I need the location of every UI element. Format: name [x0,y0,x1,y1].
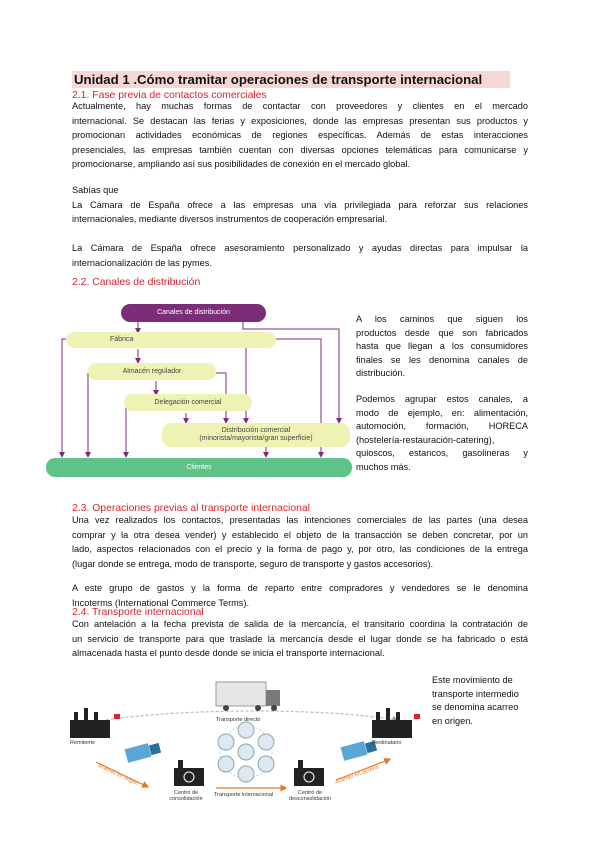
label-transporte-internacional: Transporte internacional [214,792,274,798]
text-line: Con antelación a la fecha prevista de salida de la mercancía, el transitario coordina la contratación de [72,619,528,629]
section-heading-2-1: 2.1. Fase previa de contactos comerciales [72,90,267,101]
text-line: A este grupo de gastos y la forma de reparto entre compradores y vendedores se le denomina [72,583,528,594]
label-line: Centro de [297,790,323,796]
text-line: se denomina acarreo [432,702,519,713]
paragraph-transporte [72,617,528,661]
deconsolidation-center-icon [294,760,324,786]
transport-illustration [66,676,430,836]
text-line: internacionales, mediante diversos instrumentos de cooperación empresarial. [72,214,388,225]
transport-diagram [66,676,430,836]
side-text-acarreo [432,674,532,728]
sabias-que-block [72,183,528,271]
text-line: hasta que llegan a los consumidores [356,341,528,352]
diagram-node-delegacion: Delegación comercial [124,394,252,411]
text-line: quioscos, estancos, gasolineras y [356,448,528,459]
page-title: Unidad 1 .Cómo tramitar operaciones de transporte internacional [74,72,483,87]
factory-right-icon [372,708,420,738]
label-line: Centro de [173,790,199,796]
diagram-node-clientes: Clientes [46,458,352,477]
text-line: Una vez realizados los contactos, presentadas las intenciones comerciales de las partes (una desea [72,515,528,525]
text-line: Podemos agrupar estos canales, a [356,393,528,404]
paragraph-operaciones [72,513,528,611]
text-line: modo de ejemplo, en: alimentación, [356,407,528,418]
text-line: distribución. [356,368,406,379]
text-line: en origen. [432,715,473,726]
text-line: promocionan actividades económicas de regiones específicas. Además de estas interacciones [72,130,528,141]
label-transporte-directo: Transporte directo [216,717,261,723]
transport-modes-icon [218,722,274,782]
text-line: A los caminos que siguen los [356,314,528,324]
text-line: Actualmente, hay muchas formas de contactar con proveedores y clientes en el mercado [72,101,528,111]
text-line: lado, aspectos relacionados con el precio y la forma de pago y, por otro, las condiciones de la entrega [72,544,528,555]
text-line: internacionalización de las pymes. [72,257,212,268]
spacer [356,381,528,393]
text-line: La Cámara de España ofrece asesoramiento personalizado y ayudas directas para impulsar la [72,243,528,254]
text-line: presenciales, las empresas también cuentan con diversas opciones telemáticas para comunicarse y [72,144,528,155]
sabias-que-title: Sabías que [72,185,119,195]
spacer [72,227,528,242]
text-line: finales se les denomina canales de [356,354,528,365]
channel-arrows [46,303,352,481]
label-line: consolidación [169,796,203,802]
factory-left-icon [70,708,120,738]
text-line: productos desde que son fabricados [356,327,528,338]
distribucion-sublabel: (minorista/mayorista/gran superficie) [199,435,313,442]
distribution-channels-diagram [46,303,352,481]
text-line: muchos más. [356,461,411,472]
label-acarreo-destino: Acarreo en destino [334,764,380,786]
text-line: un servicio de transporte para que traslade la mercancía desde el lugar donde se ha fabricado o está [72,633,528,644]
label-line: desconsolidación [288,796,332,802]
text-line: (hostelería-restauración-catering), [356,434,495,445]
section-heading-2-3: 2.3. Operaciones previas al transporte internacional [72,503,310,514]
text-line: transporte intermedio [432,688,519,699]
label-destinatario: Destinatario [372,740,402,746]
section-heading-2-4: 2.4. Transporte internacional [72,607,204,618]
section-heading-2-2: 2.2. Canales de distribución [72,277,201,288]
text-line: Este movimiento de [432,675,513,685]
text-line: promocionarse, ampliando así sus posibilidades de conexión en el mercado global. [72,159,411,170]
text-line: comprar y la otra desea vender) y establecido el objeto de la transacción se deben concretar, por un [72,529,528,540]
text-line: Incoterms (International Commerce Terms). [72,597,249,608]
consolidation-center-icon [174,760,204,786]
spacer [72,571,528,581]
text-line: almacenada hasta el punto desde donde se inicia el transporte internacional. [72,648,385,659]
diagram-node-distribucion [162,423,350,447]
text-line: (lugar donde se entrega, modo de transporte, seguro de transporte y gastos accesorios). [72,558,434,569]
diagram-node-canales: Canales de distribución [121,304,266,322]
paragraph-contactos [72,99,528,172]
side-text-canales [356,313,528,475]
truck-top-icon [216,682,280,711]
label-acarreo-origen: Acarreo en origen [96,763,139,787]
text-line: La Cámara de España ofrece a las empresas una vía privilegiada para reforzar sus relaciones [72,199,528,210]
label-centro-consolidacion [166,790,206,802]
label-remitente: Remitente [70,740,96,746]
distribucion-label: Distribución comercial [221,427,291,434]
diagram-node-almacen: Almacén regulador [88,363,216,380]
truck-left-icon [125,743,162,763]
diagram-node-fabrica: Fábrica [66,332,276,348]
text-line: internacional. Se destacan las ferias y exposiciones, donde las empresas presentan sus productos y [72,115,528,126]
label-centro-desconsolidacion [288,790,332,802]
text-line: automoción, formación, HORECA [356,421,528,432]
